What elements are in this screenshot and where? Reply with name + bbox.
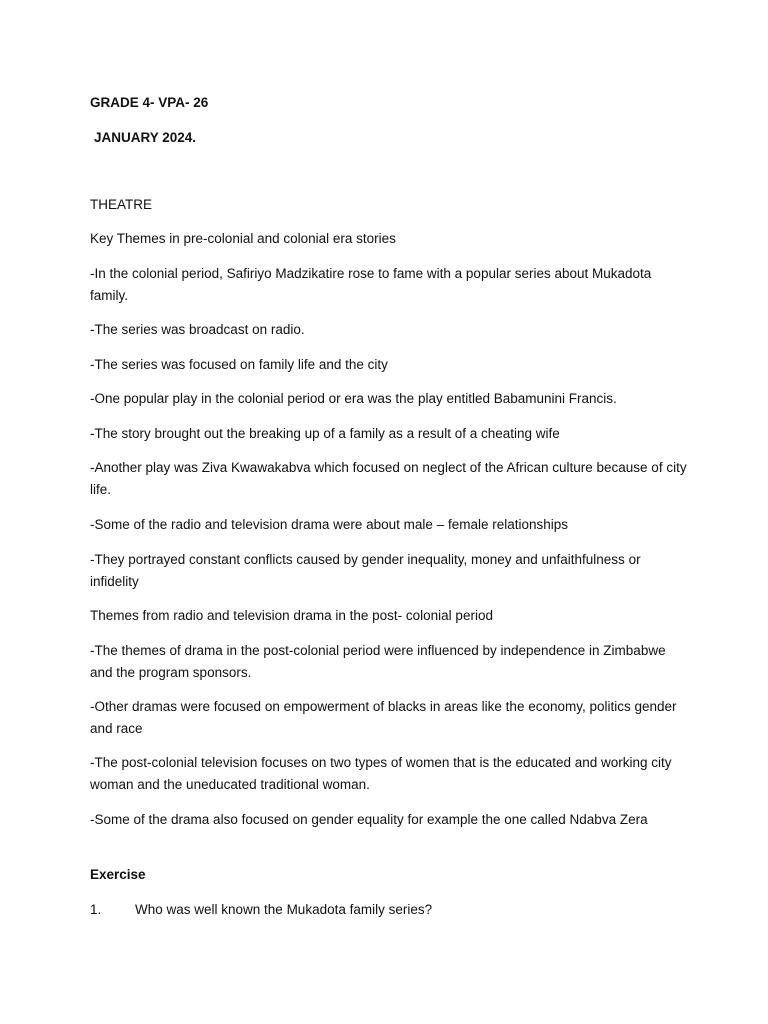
paragraph: -The series was focused on family life and the city	[90, 357, 388, 372]
subject-heading: THEATRE	[90, 197, 153, 212]
question-text: Who was well known the Mukadota family series?	[135, 902, 433, 917]
section-heading-2: Themes from radio and television drama in the post- colonial period	[90, 608, 493, 623]
date-line: JANUARY 2024.	[94, 130, 197, 145]
section-heading-1: Key Themes in pre-colonial and colonial era stories	[90, 231, 396, 246]
paragraph: -The post-colonial television focuses on two types of women that is the educated and working city woman and the uneducated traditional woman.	[90, 755, 672, 792]
question-number: 1.	[90, 902, 102, 917]
paragraph: -Another play was Ziva Kwawakabva which focused on neglect of the African culture because of city life.	[90, 460, 687, 497]
paragraph: -The series was broadcast on radio.	[90, 322, 305, 337]
paragraph: -Other dramas were focused on empowerment of blacks in areas like the economy, politics gender and race	[90, 699, 677, 736]
paragraph: -One popular play in the colonial period or era was the play entitled Babamunini Francis.	[90, 391, 617, 406]
paragraph: -They portrayed constant conflicts caused by gender inequality, money and unfaithfulness or infidelity	[90, 552, 641, 589]
paragraph: -In the colonial period, Safiriyo Madzikatire rose to fame with a popular series about Mukadota family.	[90, 266, 652, 303]
grade-line: GRADE 4- VPA- 26	[90, 95, 209, 110]
paragraph: -The story brought out the breaking up of a family as a result of a cheating wife	[90, 426, 560, 441]
exercise-heading: Exercise	[90, 867, 146, 882]
paragraph: -Some of the drama also focused on gender equality for example the one called Ndabva Zera	[90, 812, 648, 827]
paragraph: -Some of the radio and television drama were about male – female relationships	[90, 517, 569, 532]
paragraph: -The themes of drama in the post-colonial period were influenced by independence in Zimbabwe and the program sponsors.	[90, 643, 666, 680]
